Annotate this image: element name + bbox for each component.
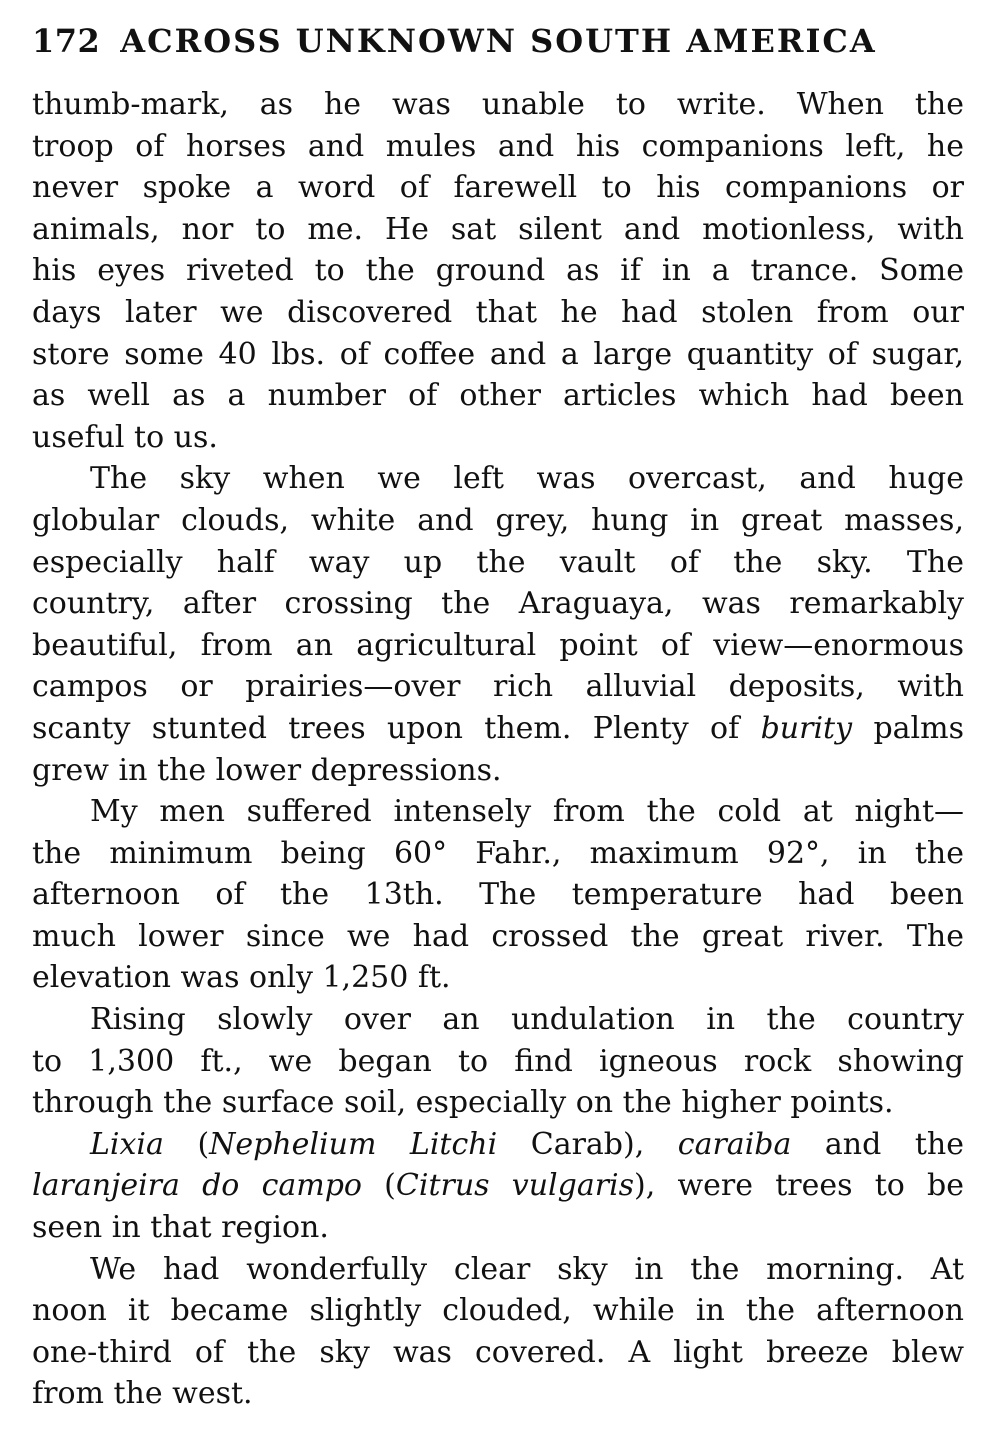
text-line: one-third of the sky was covered. A light breeze blew <box>32 1334 964 1370</box>
running-title: ACROSS UNKNOWN SOUTH AMERICA <box>120 22 877 60</box>
text-line <box>32 1165 964 1207</box>
text-line: thumb-mark, as he was unable to write. When the <box>32 87 964 122</box>
text-line: much lower since we had crossed the great river. The <box>32 918 964 954</box>
text-line: to 1,300 ft., we began to find igneous rock showing <box>32 1043 964 1079</box>
body-text <box>32 84 964 1415</box>
paragraph <box>32 458 964 791</box>
paragraph <box>32 1124 964 1249</box>
text-line: through the surface soil, especially on the higher points. <box>32 1085 894 1121</box>
italic-term: burity <box>760 710 853 746</box>
text-line: We had wonderfully clear sky in the morning. At <box>90 1251 964 1287</box>
text-line: My men suffered intensely from the cold at night— <box>90 794 964 830</box>
paragraph <box>32 1249 964 1415</box>
text-line: as well as a number of other articles which had been <box>32 378 964 414</box>
text-segment: ( <box>163 1126 210 1162</box>
text-segment: ), were trees to be <box>634 1168 964 1204</box>
text-segment: and the <box>791 1126 964 1162</box>
text-line: The sky when we left was overcast, and huge <box>90 461 964 497</box>
paragraph <box>32 791 964 999</box>
page-number: 172 <box>32 22 101 60</box>
paragraph <box>32 999 964 1124</box>
text-line: Rising slowly over an undulation in the country <box>90 1002 964 1038</box>
text-line: never spoke a word of farewell to his companions or <box>32 170 964 206</box>
text-line: seen in that region. <box>32 1210 329 1246</box>
text-line: especially half way up the vault of the sky. The <box>32 544 964 580</box>
text-line: noon it became slightly clouded, while in the afternoon <box>32 1293 964 1329</box>
text-line: troop of horses and mules and his companions left, he <box>32 128 964 164</box>
text-segment: palms <box>852 710 964 746</box>
text-line: from the west. <box>32 1376 253 1412</box>
book-page <box>32 22 964 1415</box>
text-line: globular clouds, white and grey, hung in great masses, <box>32 502 964 538</box>
text-line: grew in the lower depressions. <box>32 752 502 788</box>
text-line: campos or prairies—over rich alluvial deposits, with <box>32 669 964 705</box>
italic-term: caraiba <box>677 1126 792 1162</box>
text-line: store some 40 lbs. of coffee and a large quantity of sugar, <box>32 336 964 372</box>
italic-term: Citrus vulgaris <box>395 1168 635 1204</box>
text-line: animals, nor to me. He sat silent and motionless, with <box>32 211 964 247</box>
text-line: afternoon of the 13th. The temperature had been <box>32 877 964 913</box>
running-head <box>32 22 964 84</box>
italic-term: Lixia <box>90 1126 164 1162</box>
text-line: useful to us. <box>32 419 218 455</box>
text-segment: ( <box>361 1168 396 1204</box>
text-line <box>32 1124 964 1166</box>
text-segment: Carab), <box>497 1126 678 1162</box>
text-line: beautiful, from an agricultural point of view—enormous <box>32 627 964 663</box>
italic-term: laranjeira do campo <box>32 1168 362 1204</box>
text-line: his eyes riveted to the ground as if in a trance. Some <box>32 253 964 289</box>
text-line: days later we discovered that he had stolen from our <box>32 294 964 330</box>
paragraph <box>32 84 964 458</box>
text-line: elevation was only 1,250 ft. <box>32 960 451 996</box>
italic-term: Nephelium Litchi <box>209 1126 498 1162</box>
text-segment: scanty stunted trees upon them. Plenty of <box>32 710 761 746</box>
text-line <box>32 708 964 750</box>
text-line: the minimum being 60° Fahr., maximum 92°, in the <box>32 835 964 871</box>
text-line: country, after crossing the Araguaya, was remarkably <box>32 586 964 622</box>
